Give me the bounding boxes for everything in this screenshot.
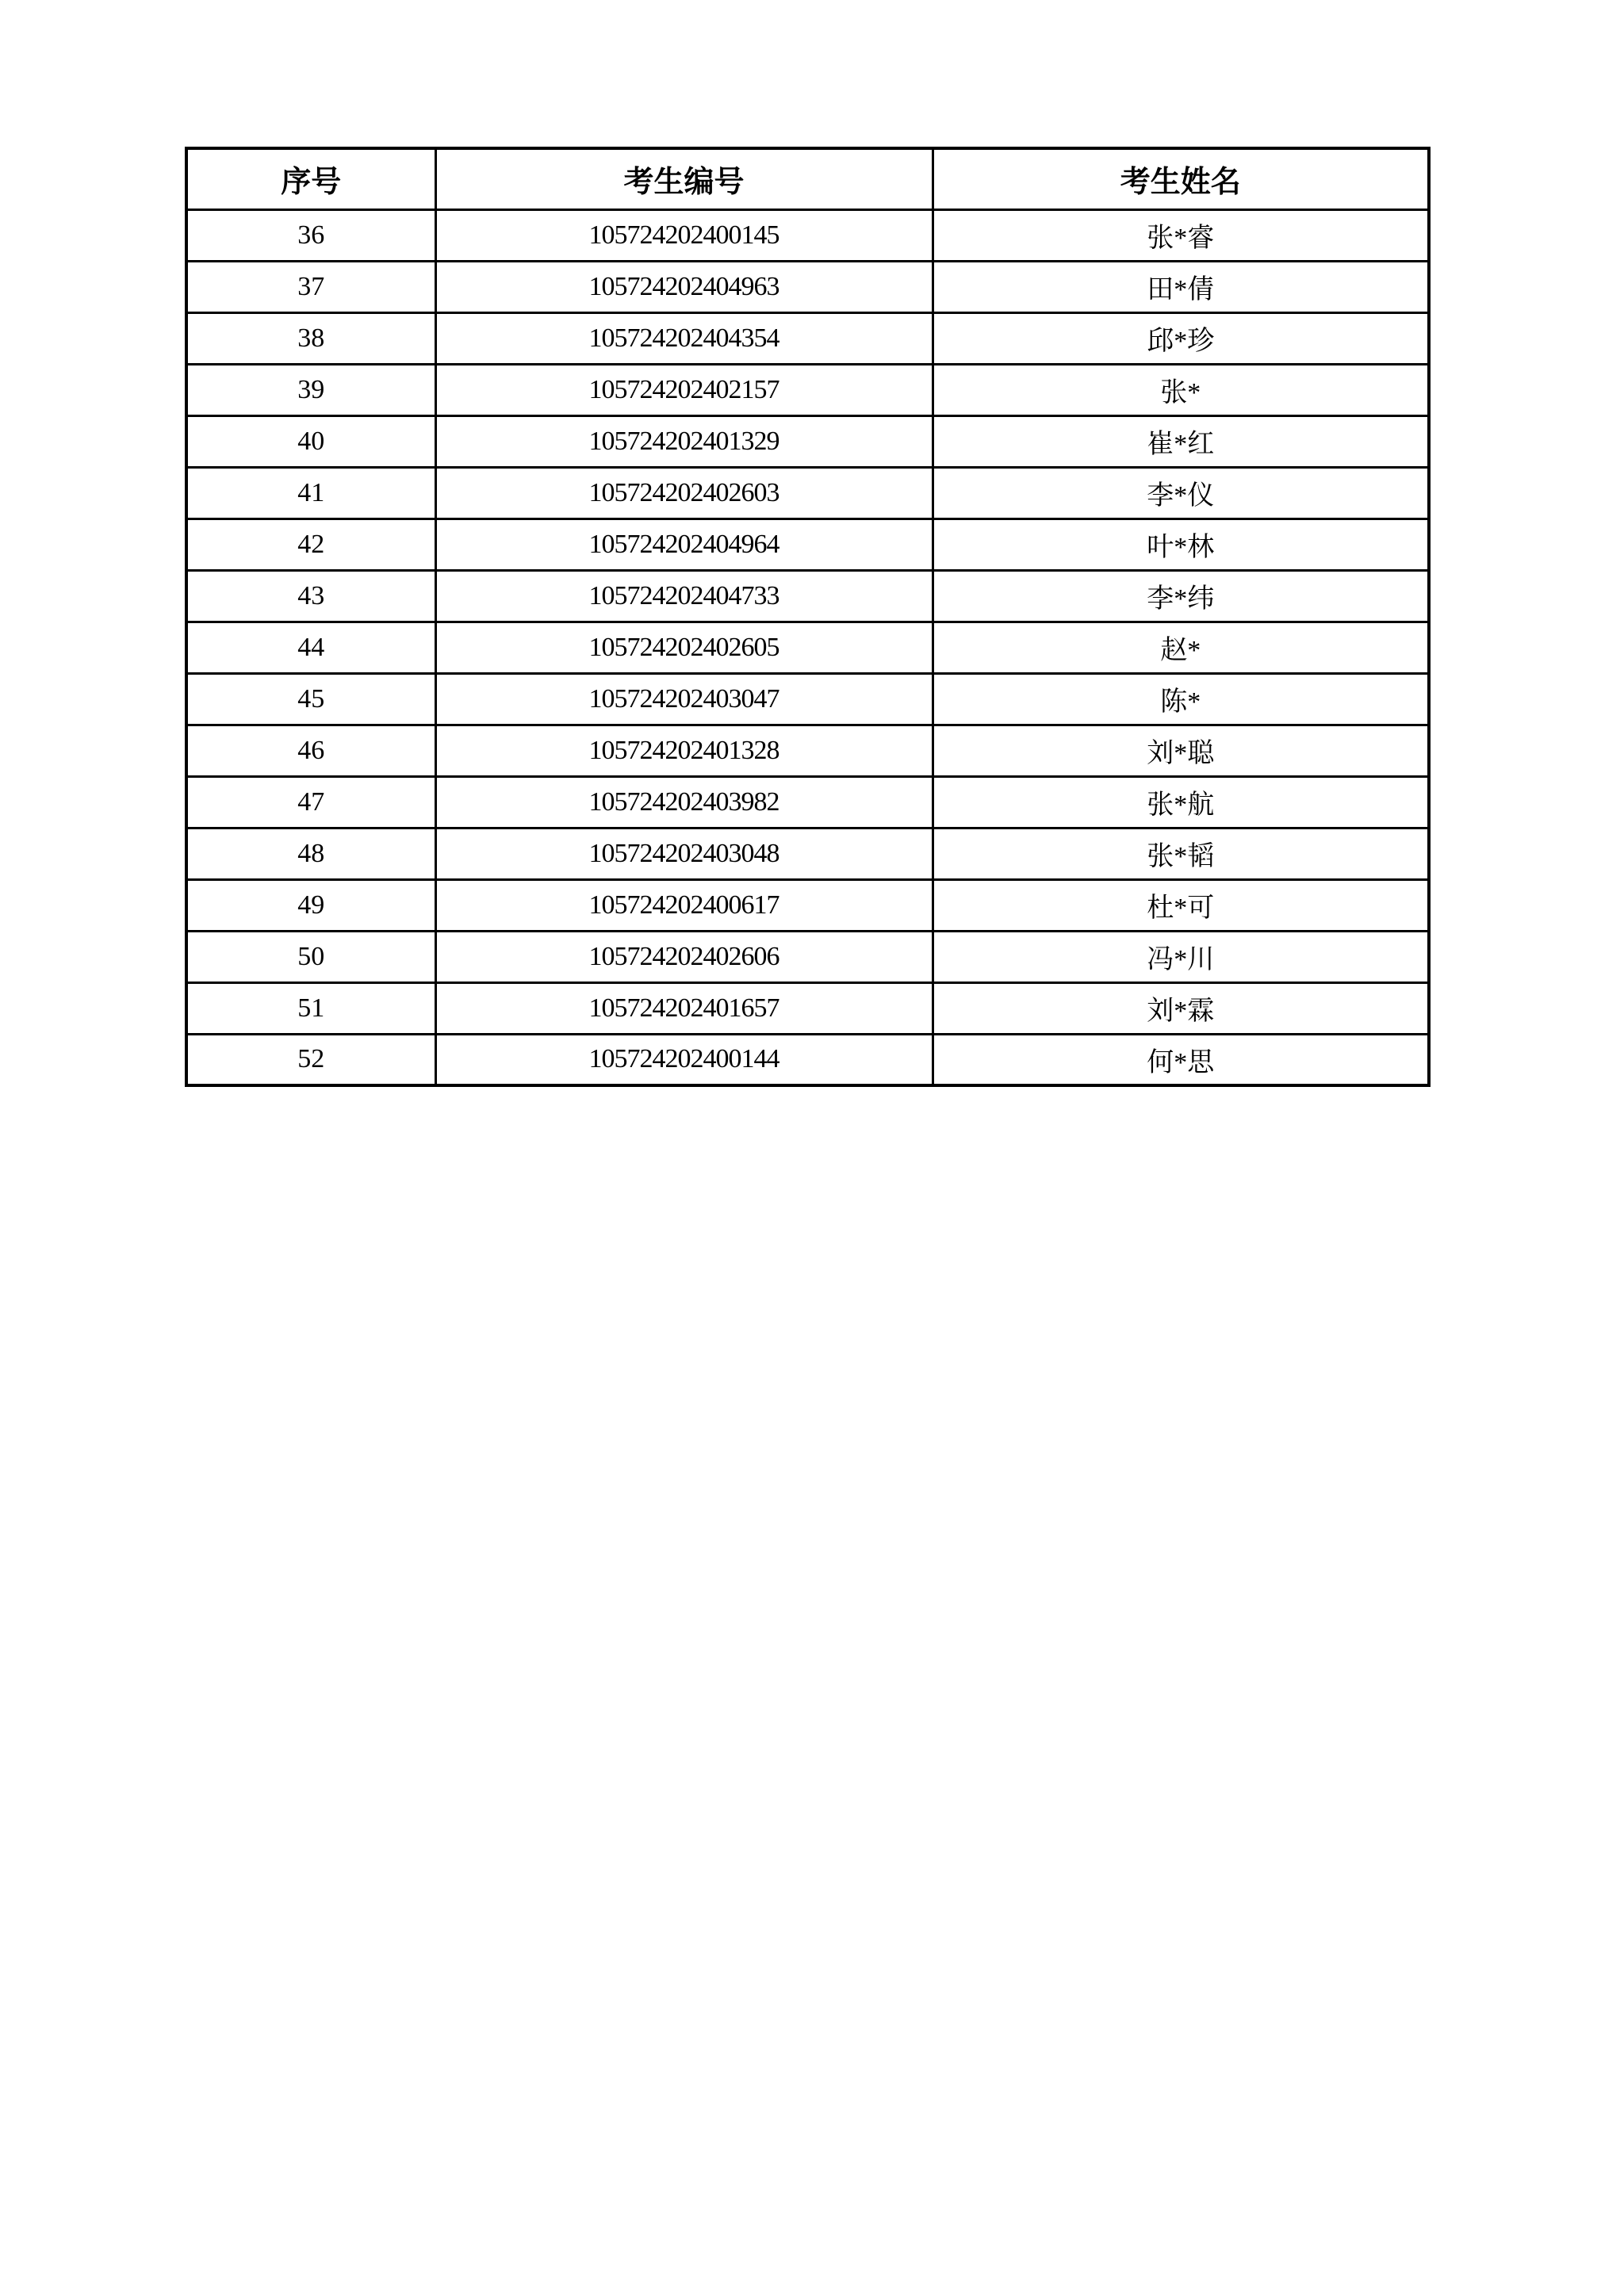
candidate-number-cell: 105724202400617 [435, 879, 933, 931]
row-index-cell: 38 [186, 312, 435, 364]
candidate-name-cell: 张*航 [933, 776, 1429, 828]
table-row [186, 519, 1429, 570]
candidate-number-cell: 105724202402603 [435, 467, 933, 519]
candidate-name-cell: 张*睿 [933, 209, 1429, 261]
row-index-cell: 41 [186, 467, 435, 519]
table-row [186, 1034, 1429, 1085]
row-index-cell: 40 [186, 415, 435, 467]
candidate-number-cell: 105724202404354 [435, 312, 933, 364]
table-row [186, 364, 1429, 415]
candidate-name-cell: 张* [933, 364, 1429, 415]
candidate-name-cell: 何*思 [933, 1034, 1429, 1085]
candidate-name-cell: 赵* [933, 622, 1429, 673]
candidate-name-cell: 邱*珍 [933, 312, 1429, 364]
table-row [186, 209, 1429, 261]
table-row [186, 982, 1429, 1034]
row-index-cell: 46 [186, 725, 435, 776]
table-row [186, 622, 1429, 673]
row-index-cell: 42 [186, 519, 435, 570]
candidate-number-cell: 105724202404733 [435, 570, 933, 622]
candidate-number-cell: 105724202402157 [435, 364, 933, 415]
row-index-cell: 39 [186, 364, 435, 415]
table-row [186, 931, 1429, 982]
candidate-number-cell: 105724202401329 [435, 415, 933, 467]
candidate-number-cell: 105724202403982 [435, 776, 933, 828]
row-index-cell: 48 [186, 828, 435, 879]
candidate-name-cell: 刘*霖 [933, 982, 1429, 1034]
candidate-name-cell: 杜*可 [933, 879, 1429, 931]
candidate-number-cell: 105724202401328 [435, 725, 933, 776]
candidate-name-cell: 冯*川 [933, 931, 1429, 982]
table-row [186, 828, 1429, 879]
col-header-index: 序号 [186, 148, 435, 209]
candidate-name-cell: 刘*聪 [933, 725, 1429, 776]
candidate-name-cell: 田*倩 [933, 261, 1429, 312]
candidate-name-cell: 叶*林 [933, 519, 1429, 570]
candidate-number-cell: 105724202402605 [435, 622, 933, 673]
row-index-cell: 49 [186, 879, 435, 931]
row-index-cell: 47 [186, 776, 435, 828]
row-index-cell: 37 [186, 261, 435, 312]
table-header [186, 148, 1429, 209]
candidate-name-cell: 陈* [933, 673, 1429, 725]
table-row [186, 673, 1429, 725]
candidate-number-cell: 105724202404963 [435, 261, 933, 312]
candidate-number-cell: 105724202403048 [435, 828, 933, 879]
candidate-name-cell: 崔*红 [933, 415, 1429, 467]
row-index-cell: 36 [186, 209, 435, 261]
candidate-name-cell: 李*仪 [933, 467, 1429, 519]
table-row [186, 261, 1429, 312]
candidate-number-cell: 105724202402606 [435, 931, 933, 982]
table-row [186, 879, 1429, 931]
candidate-number-cell: 105724202404964 [435, 519, 933, 570]
row-index-cell: 51 [186, 982, 435, 1034]
candidate-name-cell: 李*纬 [933, 570, 1429, 622]
col-header-candidate-name: 考生姓名 [933, 148, 1429, 209]
row-index-cell: 52 [186, 1034, 435, 1085]
table-row [186, 467, 1429, 519]
candidate-number-cell: 105724202403047 [435, 673, 933, 725]
header-row [186, 148, 1429, 209]
table-row [186, 415, 1429, 467]
table-row [186, 776, 1429, 828]
candidate-name-cell: 张*韬 [933, 828, 1429, 879]
row-index-cell: 44 [186, 622, 435, 673]
table-row [186, 312, 1429, 364]
table-row [186, 570, 1429, 622]
candidate-roster-table [185, 147, 1431, 1087]
candidate-number-cell: 105724202400145 [435, 209, 933, 261]
table-body [186, 209, 1429, 1085]
candidate-number-cell: 105724202401657 [435, 982, 933, 1034]
row-index-cell: 43 [186, 570, 435, 622]
candidate-number-cell: 105724202400144 [435, 1034, 933, 1085]
col-header-candidate-number: 考生编号 [435, 148, 933, 209]
row-index-cell: 45 [186, 673, 435, 725]
row-index-cell: 50 [186, 931, 435, 982]
table-row [186, 725, 1429, 776]
